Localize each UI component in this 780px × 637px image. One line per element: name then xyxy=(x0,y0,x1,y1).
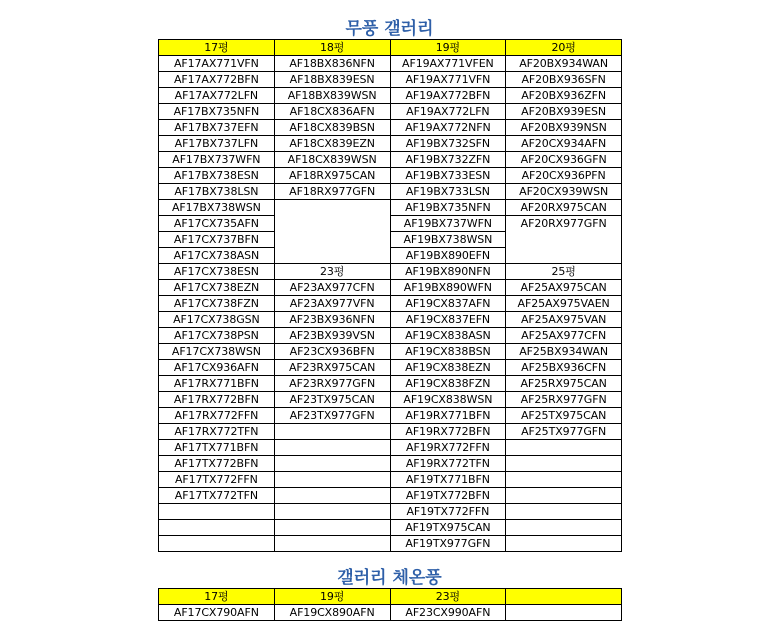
model-cell: AF23CX936BFN xyxy=(274,344,390,360)
model-cell: AF19TX772BFN xyxy=(390,488,506,504)
model-cell: AF17AX772LFN xyxy=(159,88,275,104)
model-cell: AF20BX934WAN xyxy=(506,56,622,72)
table-row xyxy=(159,360,622,376)
model-cell: AF18RX977GFN xyxy=(274,184,390,200)
model-cell: AF25AX975VAN xyxy=(506,312,622,328)
model-cell: AF25AX977CFN xyxy=(506,328,622,344)
table-row xyxy=(159,488,622,504)
table-row xyxy=(159,440,622,456)
model-cell: AF18BX836NFN xyxy=(274,56,390,72)
gallery-table xyxy=(158,39,622,552)
table-row xyxy=(159,216,622,232)
model-cell: AF19BX890NFN xyxy=(390,264,506,280)
table-row xyxy=(159,328,622,344)
model-cell: AF25AX975CAN xyxy=(506,280,622,296)
model-cell: AF17TX772TFN xyxy=(159,488,275,504)
table-row xyxy=(159,168,622,184)
model-cell: AF19TX772FFN xyxy=(390,504,506,520)
table-row xyxy=(159,152,622,168)
header-cell: 19평 xyxy=(274,589,390,605)
model-cell: 25평 xyxy=(506,264,622,280)
model-cell: AF19TX977GFN xyxy=(390,536,506,552)
model-cell: AF17CX936AFN xyxy=(159,360,275,376)
table-row xyxy=(159,120,622,136)
table-row xyxy=(159,424,622,440)
model-cell: AF19AX771VFEN xyxy=(390,56,506,72)
header-cell: 23평 xyxy=(390,589,506,605)
table-row xyxy=(159,520,622,536)
chaeon-table xyxy=(158,588,622,621)
model-cell: AF19AX772NFN xyxy=(390,120,506,136)
model-cell: AF17CX738EZN xyxy=(159,280,275,296)
model-cell xyxy=(274,488,390,504)
gallery-title: 무풍 갤러리 xyxy=(345,19,434,39)
table-row xyxy=(159,56,622,72)
table-row xyxy=(159,605,622,621)
chaeon-title: 갤러리 체온풍 xyxy=(337,568,442,588)
model-cell xyxy=(274,232,390,248)
model-cell: AF19BX737WFN xyxy=(390,216,506,232)
table-row xyxy=(159,408,622,424)
model-cell: AF17CX735AFN xyxy=(159,216,275,232)
table-row xyxy=(159,264,622,280)
model-cell: AF17CX738WSN xyxy=(159,344,275,360)
model-cell xyxy=(274,248,390,264)
model-cell: AF20BX939ESN xyxy=(506,104,622,120)
model-cell: AF19RX772FFN xyxy=(390,440,506,456)
model-cell: AF17AX771VFN xyxy=(159,56,275,72)
model-cell xyxy=(506,520,622,536)
model-cell: AF19CX838ASN xyxy=(390,328,506,344)
model-cell: AF19AX772LFN xyxy=(390,104,506,120)
model-cell: AF23RX977GFN xyxy=(274,376,390,392)
model-cell: AF19CX890AFN xyxy=(274,605,390,621)
model-cell: AF17CX738PSN xyxy=(159,328,275,344)
model-cell: AF23BX936NFN xyxy=(274,312,390,328)
header-cell: 18평 xyxy=(274,40,390,56)
header-cell: 17평 xyxy=(159,589,275,605)
model-cell: AF19BX738WSN xyxy=(390,232,506,248)
model-cell: AF20CX936PFN xyxy=(506,168,622,184)
model-cell: AF18CX836AFN xyxy=(274,104,390,120)
model-cell: AF19AX771VFN xyxy=(390,72,506,88)
model-cell: AF20CX934AFN xyxy=(506,136,622,152)
model-cell: AF19AX772BFN xyxy=(390,88,506,104)
model-cell xyxy=(274,456,390,472)
model-cell: AF17BX737WFN xyxy=(159,152,275,168)
table-row xyxy=(159,504,622,520)
table-row xyxy=(159,232,622,248)
model-cell: AF17CX738GSN xyxy=(159,312,275,328)
table-row xyxy=(159,104,622,120)
model-cell: AF17BX737EFN xyxy=(159,120,275,136)
model-cell xyxy=(506,456,622,472)
model-cell: AF19BX890WFN xyxy=(390,280,506,296)
model-cell xyxy=(274,424,390,440)
model-cell: 23평 xyxy=(274,264,390,280)
model-cell xyxy=(274,472,390,488)
model-cell xyxy=(506,605,622,621)
model-cell: AF23CX990AFN xyxy=(390,605,506,621)
table-row xyxy=(159,392,622,408)
model-cell: AF17CX738ESN xyxy=(159,264,275,280)
model-cell: AF17BX738LSN xyxy=(159,184,275,200)
table-row xyxy=(159,312,622,328)
model-cell: AF17BX738ESN xyxy=(159,168,275,184)
model-cell xyxy=(274,216,390,232)
model-cell: AF18CX839BSN xyxy=(274,120,390,136)
model-cell: AF17BX737LFN xyxy=(159,136,275,152)
model-cell: AF17CX790AFN xyxy=(159,605,275,621)
model-cell: AF17RX771BFN xyxy=(159,376,275,392)
header-row xyxy=(159,589,622,605)
model-cell: AF19BX733LSN xyxy=(390,184,506,200)
model-cell xyxy=(274,200,390,216)
model-cell: AF20CX936GFN xyxy=(506,152,622,168)
model-cell: AF20RX975CAN xyxy=(506,200,622,216)
model-cell: AF23TX975CAN xyxy=(274,392,390,408)
model-cell: AF25RX977GFN xyxy=(506,392,622,408)
model-cell: AF17AX772BFN xyxy=(159,72,275,88)
model-cell xyxy=(506,504,622,520)
model-cell: AF17RX772BFN xyxy=(159,392,275,408)
model-cell xyxy=(506,232,622,248)
model-cell: AF20CX939WSN xyxy=(506,184,622,200)
model-cell: AF17CX738ASN xyxy=(159,248,275,264)
table-row xyxy=(159,248,622,264)
model-cell xyxy=(159,536,275,552)
model-cell: AF25TX975CAN xyxy=(506,408,622,424)
model-cell xyxy=(506,488,622,504)
model-cell: AF25BX934WAN xyxy=(506,344,622,360)
model-cell: AF19BX733ESN xyxy=(390,168,506,184)
table-row xyxy=(159,376,622,392)
model-cell: AF17CX738FZN xyxy=(159,296,275,312)
model-cell: AF23AX977CFN xyxy=(274,280,390,296)
model-cell: AF19RX772BFN xyxy=(390,424,506,440)
model-cell: AF19CX838EZN xyxy=(390,360,506,376)
model-cell: AF18BX839ESN xyxy=(274,72,390,88)
model-cell: AF19BX735NFN xyxy=(390,200,506,216)
model-cell: AF19BX890EFN xyxy=(390,248,506,264)
model-cell: AF20BX936SFN xyxy=(506,72,622,88)
model-cell: AF23BX939VSN xyxy=(274,328,390,344)
model-cell: AF17TX772BFN xyxy=(159,456,275,472)
model-cell: AF19CX838FZN xyxy=(390,376,506,392)
table-row xyxy=(159,72,622,88)
model-cell: AF19CX837AFN xyxy=(390,296,506,312)
model-cell: AF25TX977GFN xyxy=(506,424,622,440)
model-cell: AF23AX977VFN xyxy=(274,296,390,312)
model-cell xyxy=(274,440,390,456)
table-row xyxy=(159,536,622,552)
model-cell xyxy=(506,248,622,264)
model-cell: AF25BX936CFN xyxy=(506,360,622,376)
model-cell: AF19BX732ZFN xyxy=(390,152,506,168)
model-cell xyxy=(159,504,275,520)
model-cell: AF18BX839WSN xyxy=(274,88,390,104)
table-row xyxy=(159,184,622,200)
header-cell: 17평 xyxy=(159,40,275,56)
table-row xyxy=(159,280,622,296)
model-cell: AF25RX975CAN xyxy=(506,376,622,392)
table-row xyxy=(159,472,622,488)
table-row xyxy=(159,88,622,104)
model-cell: AF19RX772TFN xyxy=(390,456,506,472)
model-cell: AF17RX772FFN xyxy=(159,408,275,424)
model-cell xyxy=(506,440,622,456)
header-cell: 20평 xyxy=(506,40,622,56)
model-cell: AF17RX772TFN xyxy=(159,424,275,440)
model-cell: AF19CX837EFN xyxy=(390,312,506,328)
table-row xyxy=(159,456,622,472)
header-cell xyxy=(506,589,622,605)
model-cell: AF18RX975CAN xyxy=(274,168,390,184)
model-cell: AF19TX771BFN xyxy=(390,472,506,488)
model-cell xyxy=(506,536,622,552)
table-row xyxy=(159,344,622,360)
model-cell: AF20BX936ZFN xyxy=(506,88,622,104)
table-row xyxy=(159,136,622,152)
model-cell: AF18CX839WSN xyxy=(274,152,390,168)
model-cell: AF17TX771BFN xyxy=(159,440,275,456)
model-cell xyxy=(506,472,622,488)
header-row xyxy=(159,40,622,56)
model-cell: AF20RX977GFN xyxy=(506,216,622,232)
table-row xyxy=(159,296,622,312)
model-cell: AF17TX772FFN xyxy=(159,472,275,488)
model-cell xyxy=(274,520,390,536)
header-cell: 19평 xyxy=(390,40,506,56)
model-cell: AF23RX975CAN xyxy=(274,360,390,376)
model-cell: AF17BX738WSN xyxy=(159,200,275,216)
model-cell: AF19CX838WSN xyxy=(390,392,506,408)
table-row xyxy=(159,200,622,216)
model-cell: AF17CX737BFN xyxy=(159,232,275,248)
model-cell xyxy=(274,504,390,520)
model-cell: AF23TX977GFN xyxy=(274,408,390,424)
model-cell xyxy=(159,520,275,536)
model-cell: AF19BX732SFN xyxy=(390,136,506,152)
model-cell xyxy=(274,536,390,552)
model-cell: AF19RX771BFN xyxy=(390,408,506,424)
model-cell: AF19TX975CAN xyxy=(390,520,506,536)
model-cell: AF19CX838BSN xyxy=(390,344,506,360)
model-cell: AF25AX975VAEN xyxy=(506,296,622,312)
model-cell: AF17BX735NFN xyxy=(159,104,275,120)
model-cell: AF20BX939NSN xyxy=(506,120,622,136)
model-cell: AF18CX839EZN xyxy=(274,136,390,152)
